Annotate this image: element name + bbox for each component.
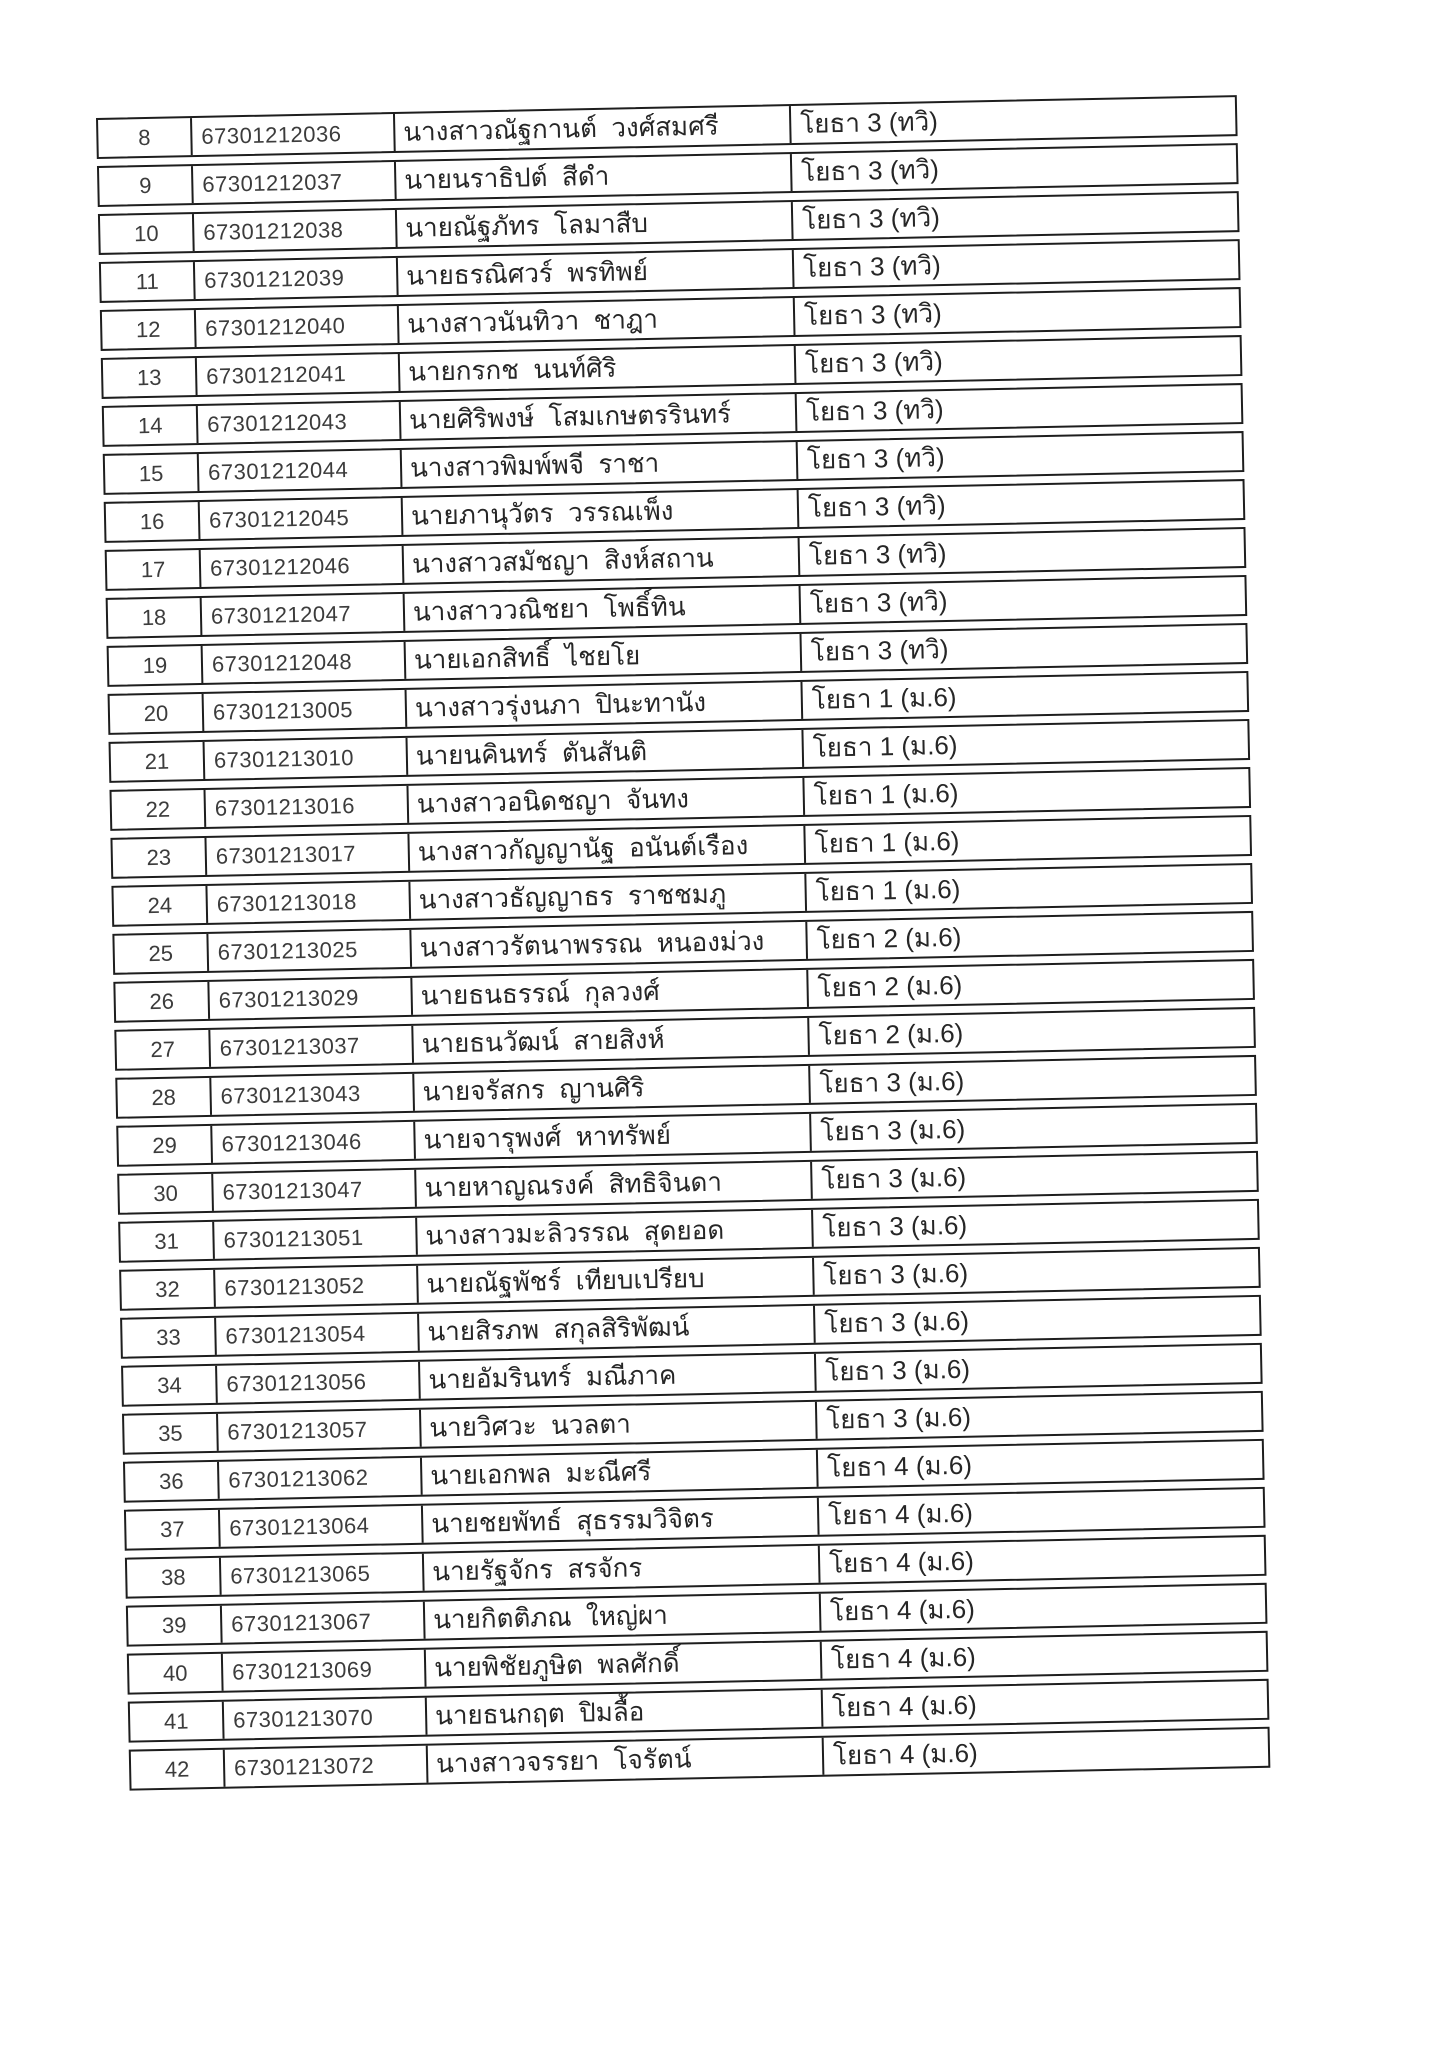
student-id-cell: 67301213037: [208, 1026, 412, 1067]
program-cell: โยธา 3 (ม.6): [810, 1153, 1257, 1199]
row-number-cell: 8: [138, 124, 151, 151]
program-cell: โยธา 2 (ม.6): [805, 913, 1252, 959]
student-id-cell: 67301213029: [207, 978, 411, 1019]
student-id-cell: 67301212040: [194, 306, 398, 347]
row-number-cell: 19: [142, 652, 168, 679]
student-name-cell: นางสาวรัตนาพรรณ หนองม่วง: [409, 922, 806, 967]
student-id-cell: 67301213043: [209, 1074, 413, 1115]
row-number-cell: 24: [147, 892, 173, 919]
student-name-cell: นางสาวกัญญานัฐ อนันต์เรือง: [407, 826, 804, 871]
student-id-cell: 67301212048: [201, 642, 405, 683]
program-cell: โยธา 2 (ม.6): [807, 1009, 1254, 1055]
student-name-cell: นางสาวพิมพ์พจี ราชา: [400, 442, 797, 487]
student-name-cell: นางสาวณัฐกานต์ วงศ์สมศรี: [393, 106, 790, 151]
student-name-cell: นายภานุวัตร วรรณเพ็ง: [401, 490, 798, 535]
student-id-cell: 67301212039: [193, 258, 397, 299]
student-name-cell: นายศิริพงษ์ โสมเกษตรรินทร์: [399, 394, 796, 439]
row-number-cell: 10: [133, 220, 159, 247]
student-name-cell: นายธรณิศวร์ พรทิพย์: [396, 250, 793, 295]
student-name-cell: นายกรกช นนท์ศิริ: [398, 346, 795, 391]
student-id-cell: 67301213010: [203, 738, 407, 779]
row-number-cell: 28: [151, 1084, 177, 1111]
student-id-cell: 67301212045: [198, 498, 402, 539]
program-cell: โยธา 3 (ทวิ): [797, 481, 1244, 527]
row-number-cell: 12: [135, 316, 161, 343]
row-number-cell: 16: [139, 508, 165, 535]
student-id-cell: 67301212046: [199, 546, 403, 587]
row-number-cell: 41: [163, 1708, 189, 1734]
row-number-cell: 35: [157, 1420, 183, 1446]
program-cell: โยธา 4 (ม.6): [818, 1537, 1265, 1583]
student-name-cell: นายหาญณรงค์ สิทธิจินดา: [414, 1162, 811, 1207]
student-name-cell: นายณัฐพัชร์ เทียบเปรียบ: [416, 1258, 813, 1303]
row-number-cell: 25: [148, 940, 174, 967]
row-number-cell: 23: [146, 844, 172, 871]
student-id-cell: 67301213046: [210, 1122, 414, 1163]
student-id-cell: 67301213051: [212, 1218, 416, 1259]
program-cell: โยธา 4 (ม.6): [820, 1633, 1267, 1679]
student-name-cell: นายรัฐจักร สรจักร: [422, 1546, 819, 1591]
program-cell: โยธา 3 (ม.6): [813, 1297, 1260, 1343]
student-name-cell: นายเอกสิทธิ์ ไชยโย: [404, 634, 801, 679]
student-name-cell: นายธนวัฒน์ สายสิงห์: [411, 1018, 808, 1063]
student-id-cell: 67301212041: [195, 354, 399, 395]
program-cell: โยธา 3 (ม.6): [815, 1393, 1262, 1439]
program-cell: โยธา 3 (ม.6): [808, 1057, 1255, 1103]
program-cell: โยธา 1 (ม.6): [804, 865, 1251, 911]
student-id-cell: 67301212037: [191, 162, 395, 203]
program-cell: โยธา 4 (ม.6): [819, 1585, 1266, 1631]
row-number-cell: 21: [144, 748, 170, 775]
student-name-cell: นางสาวมะลิวรรณ สุดยอด: [415, 1210, 812, 1255]
program-cell: โยธา 3 (ม.6): [811, 1201, 1258, 1247]
student-id-cell: 67301212036: [190, 114, 394, 155]
program-cell: โยธา 1 (ม.6): [802, 769, 1249, 815]
student-id-cell: 67301213067: [220, 1602, 424, 1643]
program-cell: โยธา 3 (ทวิ): [791, 193, 1238, 239]
program-cell: โยธา 3 (ม.6): [812, 1249, 1259, 1295]
student-name-cell: นายเอกพล มะณีศรี: [420, 1450, 817, 1495]
program-cell: โยธา 3 (ทวิ): [796, 433, 1243, 479]
row-number-cell: 13: [136, 364, 162, 391]
row-number-cell: 42: [164, 1756, 190, 1782]
row-number-cell: 14: [137, 412, 163, 439]
student-name-cell: นางสาวรุ่งนภา ปินะทานัง: [405, 682, 802, 727]
program-cell: โยธา 3 (ทวิ): [792, 241, 1239, 287]
student-name-cell: นายนคินทร์ ตันสันติ: [406, 730, 803, 775]
row-number-cell: 9: [138, 172, 152, 199]
student-name-cell: นางสาวจรรยา โจรัตน์: [426, 1738, 823, 1783]
student-name-cell: นายธนกฤต ปิมลื้อ: [425, 1690, 822, 1735]
student-id-cell: 67301212044: [197, 450, 401, 491]
student-id-cell: 67301213070: [222, 1698, 426, 1739]
row-number-cell: 34: [156, 1372, 182, 1398]
row-number-cell: 32: [155, 1276, 181, 1302]
student-name-cell: นายณัฐภัทร โลมาสืบ: [395, 202, 792, 247]
student-id-cell: 67301213052: [213, 1266, 417, 1307]
student-name-cell: นายจรัสกร ญานศิริ: [412, 1066, 809, 1111]
student-id-cell: 67301213025: [206, 930, 410, 971]
row-number-cell: 22: [145, 796, 171, 823]
student-id-cell: 67301213056: [215, 1362, 419, 1403]
row-number-cell: 31: [154, 1228, 180, 1255]
student-name-cell: นายกิตติภณ ใหญ่ผา: [423, 1594, 820, 1639]
program-cell: โยธา 3 (ทวิ): [798, 529, 1245, 575]
student-id-cell: 67301213057: [216, 1410, 420, 1451]
row-number-cell: 29: [152, 1132, 178, 1159]
student-table: [96, 95, 1270, 1791]
program-cell: โยธา 1 (ม.6): [801, 721, 1248, 767]
program-cell: โยธา 2 (ม.6): [806, 961, 1253, 1007]
student-id-cell: 67301213047: [211, 1170, 415, 1211]
row-number-cell: 18: [141, 604, 167, 631]
program-cell: โยธา 3 (ม.6): [809, 1105, 1256, 1151]
row-number-cell: 36: [158, 1468, 184, 1494]
row-number-cell: 26: [149, 988, 175, 1015]
program-cell: โยธา 4 (ม.6): [816, 1441, 1263, 1487]
student-id-cell: 67301212038: [192, 210, 396, 251]
student-id-cell: 67301212047: [200, 594, 404, 635]
student-id-cell: 67301212043: [196, 402, 400, 443]
student-name-cell: นางสาววณิชยา โพธิ์ทิน: [403, 586, 800, 631]
student-name-cell: นางสาวอนิดชญา จันทง: [406, 778, 803, 823]
row-number-cell: 33: [155, 1324, 181, 1350]
student-id-cell: 67301213018: [205, 882, 409, 923]
program-cell: โยธา 3 (ม.6): [814, 1345, 1261, 1391]
student-name-cell: นายอัมรินทร์ มณีภาค: [418, 1354, 815, 1399]
program-cell: โยธา 3 (ทวิ): [790, 145, 1237, 191]
student-name-cell: นายธนธรรณ์ กุลวงศ์: [410, 970, 807, 1015]
row-number-cell: 11: [135, 268, 159, 295]
student-name-cell: นางสาวนันทิวา ชาฎา: [397, 298, 794, 343]
student-id-cell: 67301213054: [214, 1314, 418, 1355]
student-id-cell: 67301213072: [223, 1746, 427, 1787]
student-name-cell: นายวิศวะ นวลตา: [419, 1402, 816, 1447]
row-number-cell: 17: [140, 556, 166, 583]
student-id-cell: 67301213064: [218, 1506, 422, 1547]
student-name-cell: นายจารุพงศ์ หาทรัพย์: [413, 1114, 810, 1159]
program-cell: โยธา 4 (ม.6): [822, 1729, 1269, 1775]
program-cell: โยธา 4 (ม.6): [821, 1681, 1268, 1727]
program-cell: โยธา 1 (ม.6): [800, 673, 1247, 719]
program-cell: โยธา 3 (ทวิ): [789, 97, 1236, 143]
program-cell: โยธา 4 (ม.6): [817, 1489, 1264, 1535]
student-name-cell: นายพิชัยภูษิต พลศักดิ์: [424, 1642, 821, 1687]
student-id-cell: 67301213005: [202, 690, 406, 731]
row-number-cell: 40: [162, 1660, 188, 1686]
row-number-cell: 37: [159, 1516, 185, 1542]
row-number-cell: 20: [143, 700, 169, 727]
student-id-cell: 67301213069: [221, 1650, 425, 1691]
row-number-cell: 27: [150, 1036, 176, 1063]
program-cell: โยธา 3 (ทวิ): [799, 625, 1246, 671]
program-cell: โยธา 3 (ทวิ): [795, 385, 1242, 431]
program-cell: โยธา 3 (ทวิ): [794, 337, 1241, 383]
program-cell: โยธา 1 (ม.6): [803, 817, 1250, 863]
student-id-cell: 67301213016: [204, 786, 408, 827]
student-name-cell: นายสิรภพ สกุลสิริพัฒน์: [417, 1306, 814, 1351]
row-number-cell: 38: [160, 1564, 186, 1590]
program-cell: โยธา 3 (ทวิ): [793, 289, 1240, 335]
student-id-cell: 67301213017: [204, 834, 408, 875]
student-name-cell: นางสาวสมัชญา สิงห์สถาน: [402, 538, 799, 583]
row-number-cell: 30: [153, 1180, 179, 1207]
student-id-cell: 67301213062: [217, 1458, 421, 1499]
student-name-cell: นางสาวธัญญาธร ราชชมภู: [408, 874, 805, 919]
student-name-cell: นายนราธิปต์ สีดำ: [394, 154, 791, 199]
student-name-cell: นายชยพัทธ์ สุธรรมวิจิตร: [421, 1498, 818, 1543]
student-id-cell: 67301213065: [219, 1554, 423, 1595]
row-number-cell: 39: [161, 1612, 187, 1638]
row-number-cell: 15: [138, 460, 164, 487]
program-cell: โยธา 3 (ทวิ): [799, 577, 1246, 623]
